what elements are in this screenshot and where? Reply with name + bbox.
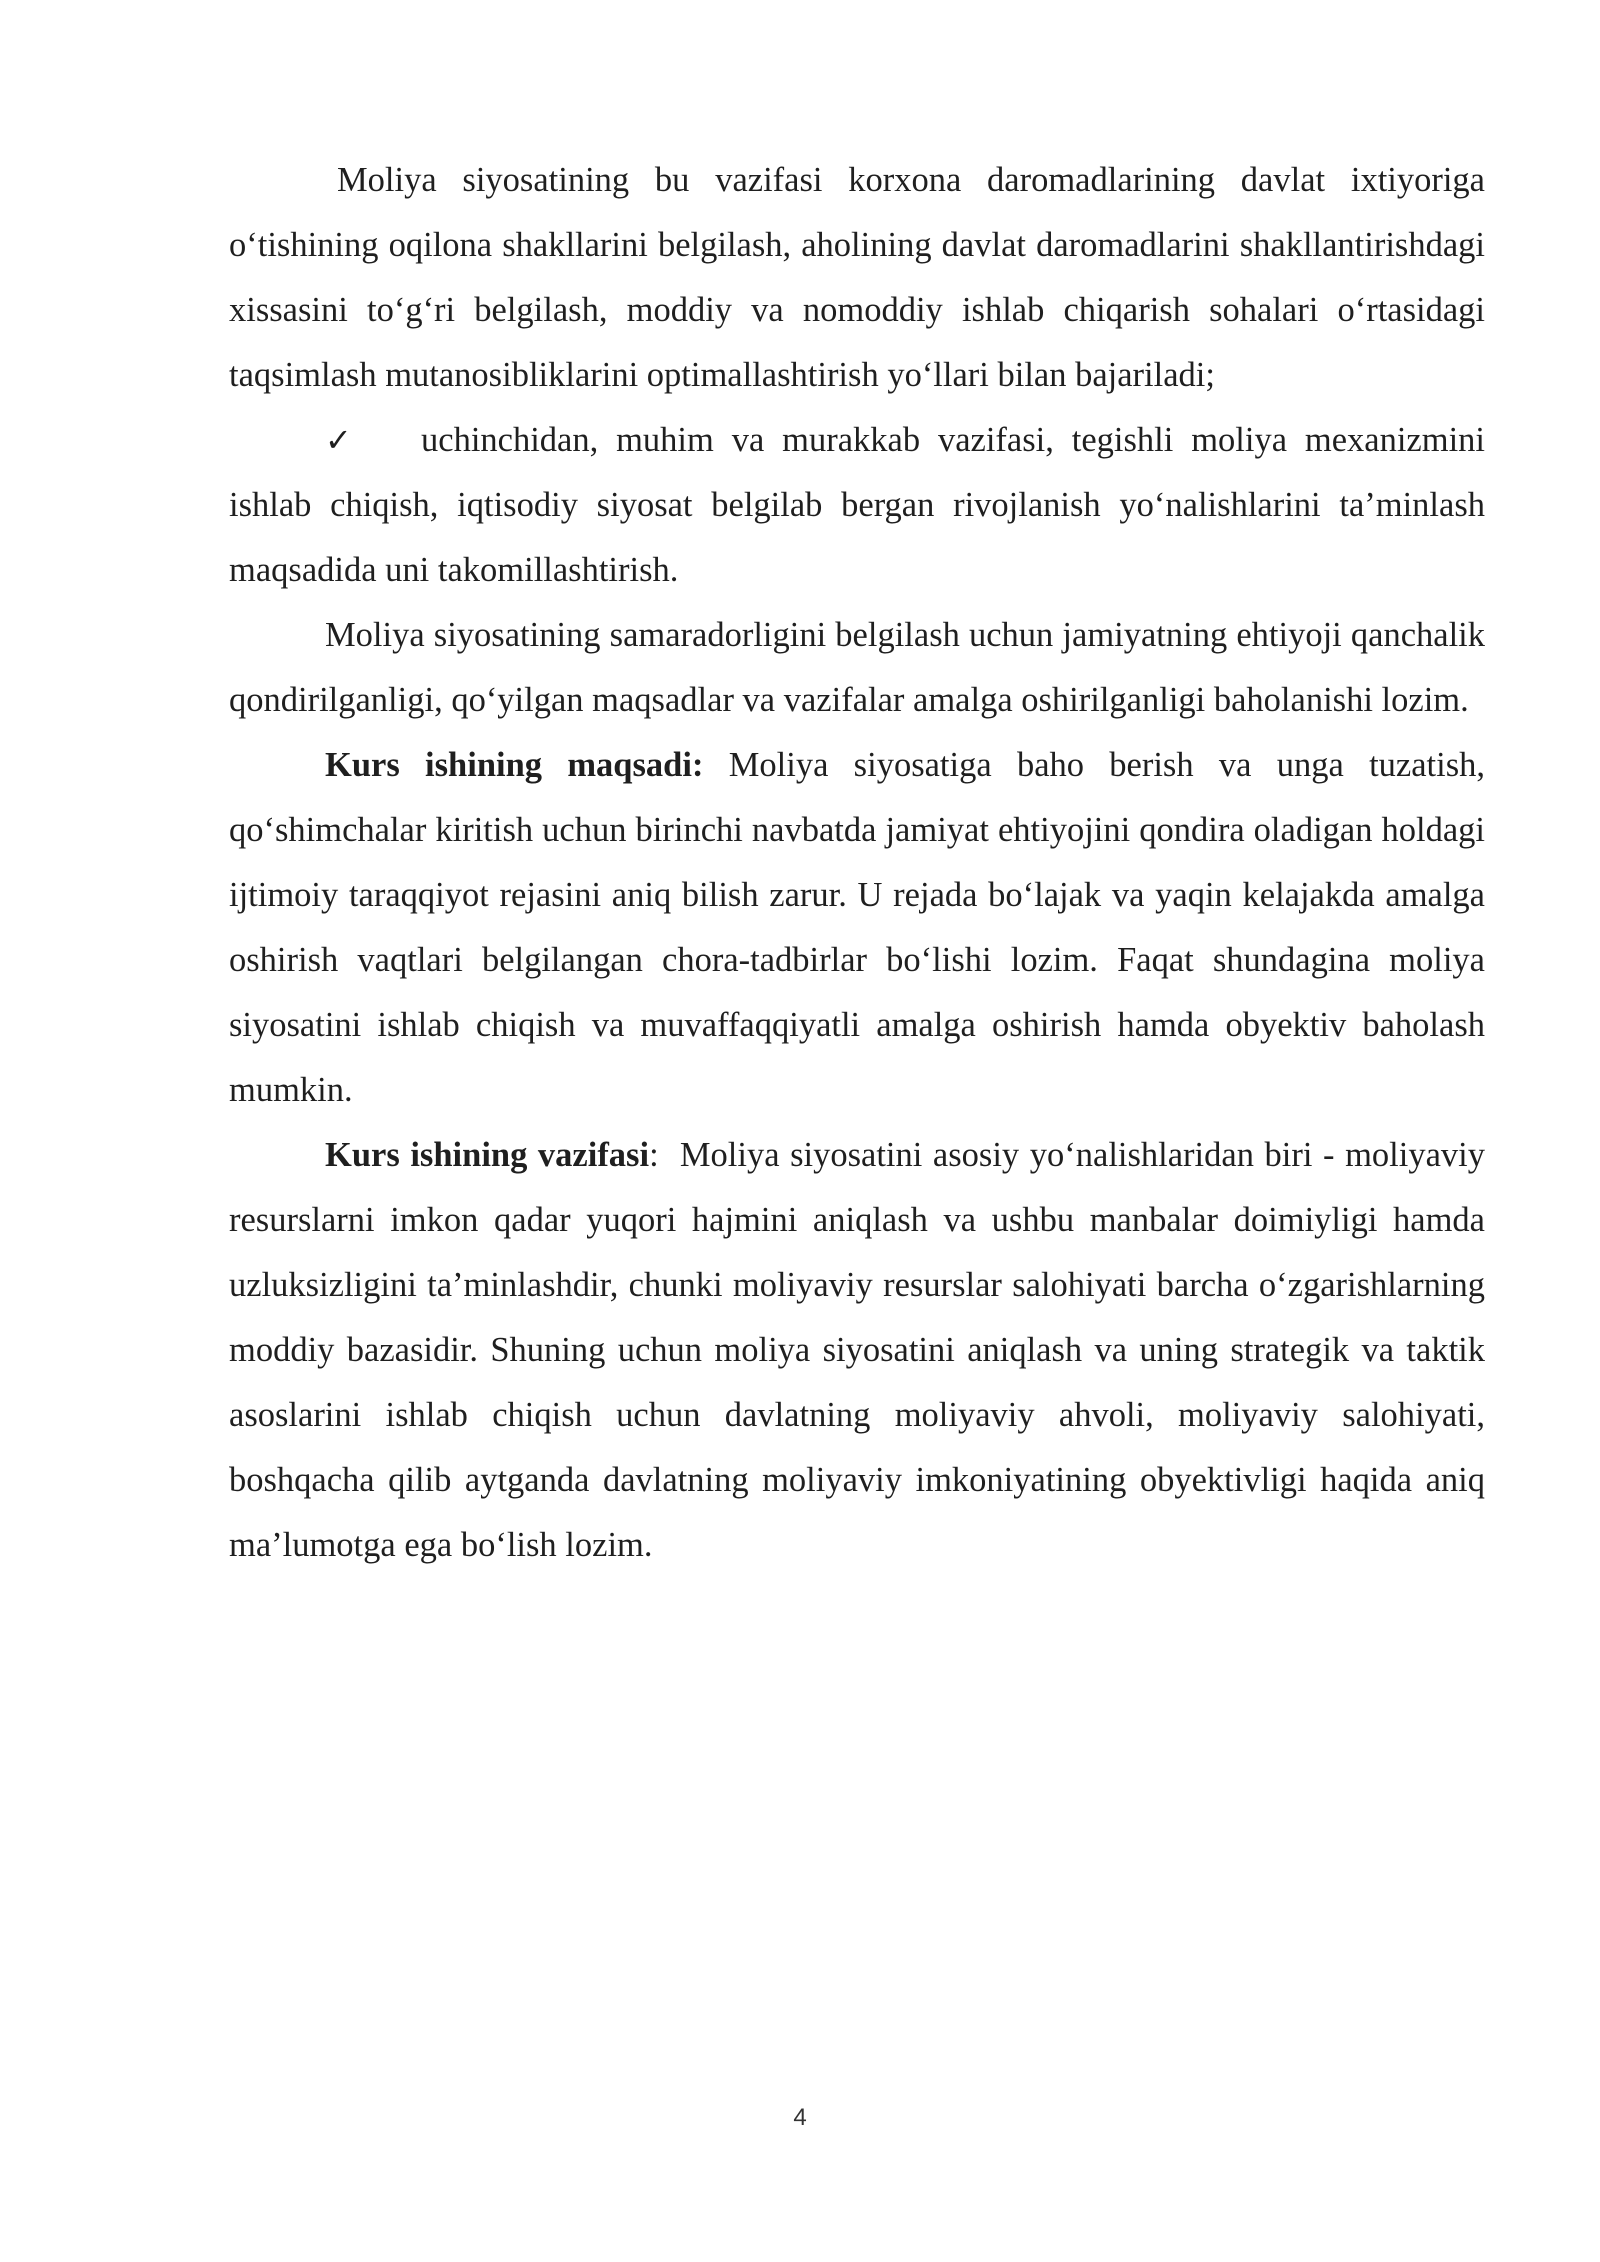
course-goal-label: Kurs ishining maqsadi: (325, 746, 704, 784)
paragraph-policy-task (229, 148, 1485, 408)
course-tasks-colon: : (649, 1136, 659, 1174)
course-tasks-label: Kurs ishining vazifasi (325, 1136, 650, 1174)
paragraph-course-goal (229, 733, 1485, 1123)
paragraph-efficiency (229, 603, 1485, 733)
checkmark-icon: ✓ (325, 421, 352, 459)
paragraph-policy-task-text: Moliya siyosatining bu vazifasi korxona daromadlarining davlat ixtiyoriga o‘tishining oqilona shakllarini belgilash, aholining davlat daromadlarini shakllantirishdagi xissasini to‘g‘ri belgilash, moddiy va nomoddiy ishlab chiqarish sohalari o‘rtasidagi taqsimlash mutanosibliklarini optimallashtirish yo‘llari bilan bajariladi; (229, 161, 1485, 394)
paragraph-efficiency-text: Moliya siyosatining samaradorligini belgilash uchun jamiyatning ehtiyoji qanchalik qondirilganligi, qo‘yilgan maqsadlar va vazifalar amalga oshirilganligi baholanishi lozim. (229, 616, 1485, 719)
course-tasks-text: Moliya siyosatini asosiy yo‘nalishlaridan biri - moliyaviy resurslarni imkon qadar yuqori hajmini aniqlash va ushbu manbalar doimiyligi hamda uzluksizligini ta’minlashdir, chunki moliyaviy resurslar salohiyati barcha o‘zgarishlarning moddiy bazasidir. Shuning uchun moliya siyosatini aniqlash va uning strategik va taktik asoslarini ishlab chiqish uchun davlatning moliyaviy ahvoli, moliyaviy salohiyati, boshqacha qilib aytganda davlatning moliyaviy imkoniyatining obyektivligi haqida aniq ma’lumotga ega bo‘lish lozim. (229, 1136, 1485, 1564)
paragraph-course-tasks (229, 1123, 1485, 1578)
bullet-item-third (229, 408, 1485, 603)
page-number: 4 (793, 2104, 807, 2131)
page-body (229, 148, 1485, 1578)
course-goal-text: Moliya siyosatiga baho berish va unga tuzatish, qo‘shimchalar kiritish uchun birinchi navbatda jamiyat ehtiyojini qondira oladigan holdagi ijtimoiy taraqqiyot rejasini aniq bilish zarur. U rejada bo‘lajak va yaqin kelajakda amalga oshirish vaqtlari belgilangan chora-tadbirlar bo‘lishi lozim. Faqat shundagina moliya siyosatini ishlab chiqish va muvaffaqqiyatli amalga oshirish hamda obyektiv baholash mumkin. (229, 746, 1486, 1109)
bullet-item-text: uchinchidan, muhim va murakkab vazifasi, tegishli moliya mexanizmini ishlab chiqish, iqtisodiy siyosat belgilab bergan rivojlanish yo‘nalishlarini ta’minlash maqsadida uni takomillashtirish. (229, 421, 1485, 589)
